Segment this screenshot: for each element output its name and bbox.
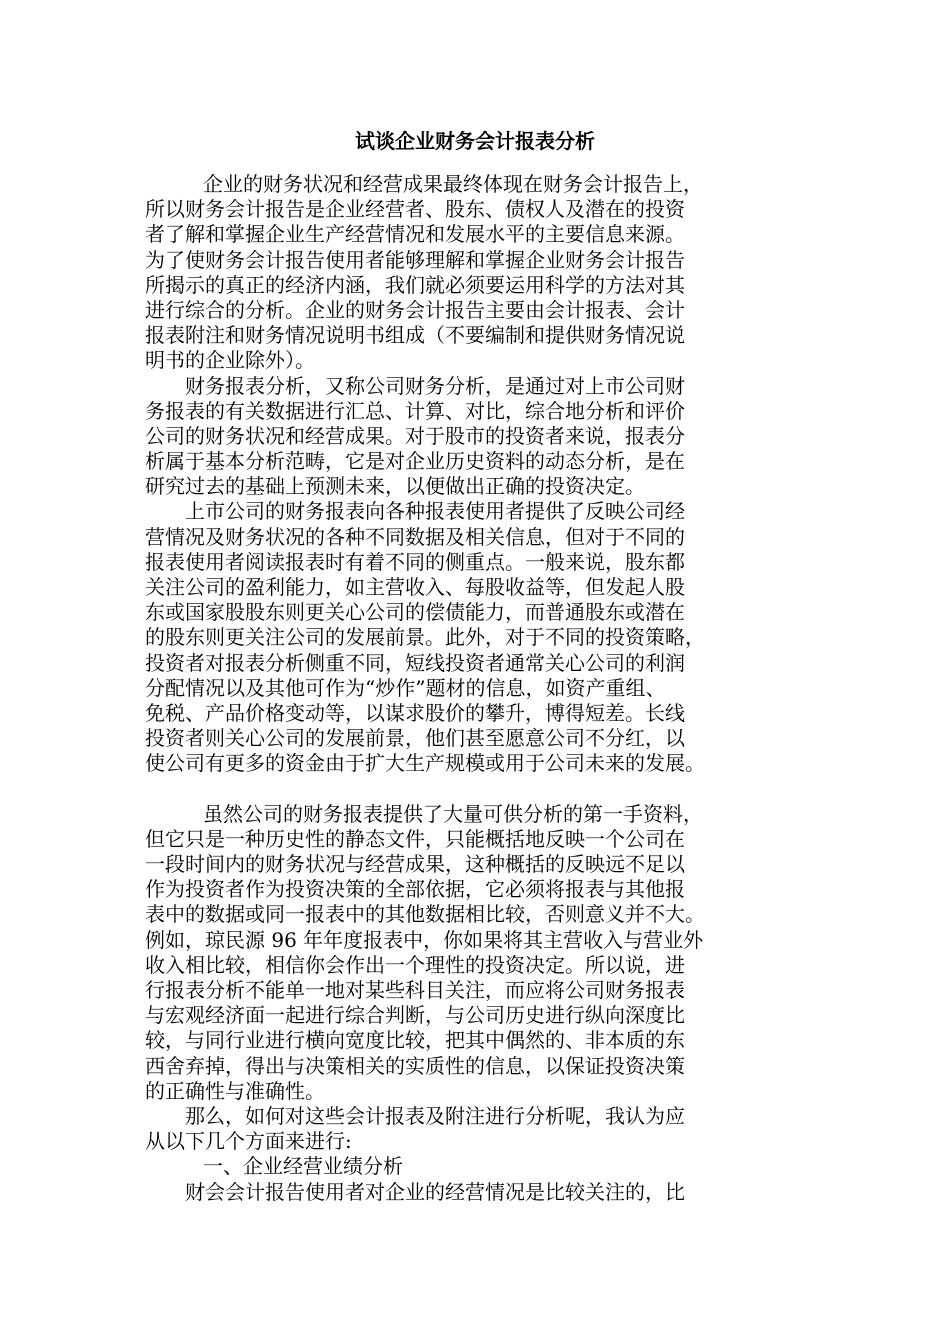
text-line: 所以财务会计报告是企业经营者、股东、债权人及潜在的投资: [145, 197, 685, 222]
blank-line: [145, 777, 825, 802]
text-line: 但它只是一种历史性的静态文件，只能概括地反映一个公司在: [145, 826, 685, 851]
document-body: [145, 172, 825, 1205]
section-heading: [145, 1154, 825, 1179]
text-line: 作为投资者作为投资决策的全部依据，它必须将报表与其他报: [145, 877, 685, 902]
text-line: 行报表分析不能单一地对某些科目关注，而应将公司财务报表: [145, 978, 685, 1002]
text-line: 明书的企业除外）。: [145, 348, 315, 373]
text-line: 使公司有更多的资金由于扩大生产规模或用于公司未来的发展。: [145, 751, 705, 776]
text-line: 所揭示的真正的经济内涵，我们就必须要运用科学的方法对其: [145, 272, 685, 297]
text-line: 较，与同行业进行横向宽度比较，把其中偶然的、非本质的东: [145, 1028, 685, 1053]
text-line: 公司的财务状况和经营成果。对于股市的投资者来说，报表分: [145, 423, 685, 448]
text-line: 营情况及财务状况的各种不同数据及相关信息，但对于不同的: [145, 524, 685, 549]
paragraph: [145, 374, 825, 500]
text-line: 研究过去的基础上预测未来，以便做出正确的投资决定。: [145, 474, 645, 499]
text-line: 例如，琼民源 96 年年度报表中，你如果将其主营收入与营业外: [145, 927, 704, 952]
text-line: 企业的财务状况和经营成果最终体现在财务会计报告上，: [203, 172, 703, 196]
text-line: 的正确性与准确性。: [145, 1078, 325, 1103]
section-heading-text: 一、企业经营业绩分析: [203, 1154, 403, 1179]
paragraph: [145, 172, 825, 374]
paragraph: [145, 1180, 825, 1205]
document-title: 试谈企业财务会计报表分析: [355, 129, 595, 153]
paragraph: [145, 499, 825, 776]
text-line: 报表使用者阅读报表时有着不同的侧重点。一般来说，股东都: [145, 549, 685, 574]
paragraph: [145, 802, 825, 1104]
text-line: 那么，如何对这些会计报表及附注进行分析呢，我认为应: [185, 1103, 685, 1128]
text-line: 的股东则更关注公司的发展前景。此外，对于不同的投资策略，: [145, 625, 705, 650]
text-line: 为了使财务会计报告使用者能够理解和掌握企业财务会计报告: [145, 247, 685, 272]
text-line: 与宏观经济面一起进行综合判断，与公司历史进行纵向深度比: [145, 1003, 685, 1028]
text-line: 表中的数据或同一报表中的其他数据相比较，否则意义并不大。: [145, 902, 705, 927]
text-line: 投资者对报表分析侧重不同，短线投资者通常关心公司的利润: [145, 650, 685, 675]
text-line: 者了解和掌握企业生产经营情况和发展水平的主要信息来源。: [145, 222, 685, 247]
paragraph: [145, 1104, 825, 1154]
text-line: 关注公司的盈利能力，如主营收入、每股收益等，但发起人股: [145, 575, 685, 599]
text-line: 上市公司的财务报表向各种报表使用者提供了反映公司经: [185, 499, 685, 524]
text-line: 从以下几个方面来进行:: [145, 1129, 352, 1154]
text-line: 西舍弃掉，得出与决策相关的实质性的信息，以保证投资决策: [145, 1053, 685, 1078]
text-line: 免税、产品价格变动等，以谋求股价的攀升，博得短差。长线: [145, 700, 685, 725]
text-line: 务报表的有关数据进行汇总、计算、对比，综合地分析和评价: [145, 398, 685, 423]
text-line: 收入相比较，相信你会作出一个理性的投资决定。所以说，进: [145, 952, 685, 977]
text-line: 财务报表分析，又称公司财务分析，是通过对上市公司财: [185, 373, 685, 398]
text-line: 投资者则关心公司的发展前景，他们甚至愿意公司不分红，以: [145, 726, 685, 751]
text-line: 析属于基本分析范畴，它是对企业历史资料的动态分析，是在: [145, 449, 685, 474]
text-line: 虽然公司的财务报表提供了大量可供分析的第一手资料，: [203, 801, 703, 826]
text-line: 报表附注和财务情况说明书组成（不要编制和提供财务情况说: [145, 323, 685, 348]
text-line: 进行综合的分析。企业的财务会计报告主要由会计报表、会计: [145, 297, 685, 322]
text-line: 一段时间内的财务状况与经营成果，这种概括的反映远不足以: [145, 852, 685, 877]
text-line: 分配情况以及其他可作为“炒作”题材的信息，如资产重组、: [145, 675, 666, 700]
text-line: 东或国家股股东则更关心公司的偿债能力，而普通股东或潜在: [145, 600, 685, 625]
text-line: 财会会计报告使用者对企业的经营情况是比较关注的，比: [185, 1179, 685, 1204]
